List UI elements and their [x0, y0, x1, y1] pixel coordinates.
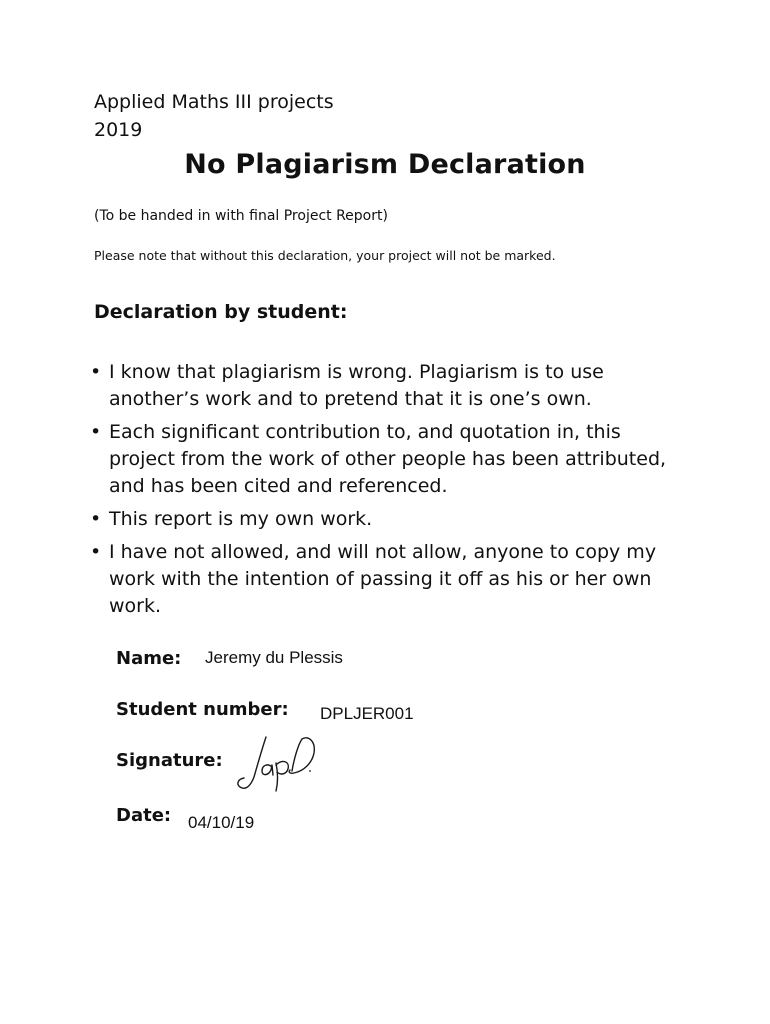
marking-note: Please note that without this declaration, your project will not be marked. [94, 248, 556, 263]
course-year: 2019 [94, 119, 143, 141]
declaration-heading: Declaration by student: [94, 301, 348, 323]
declaration-item-text: I have not allowed, and will not allow, anyone to copy my work with the intention of passing it off as his or her own work. [109, 541, 657, 617]
course-title: Applied Maths III projects [94, 91, 334, 113]
declaration-item [89, 539, 704, 620]
declaration-item-text: I know that plagiarism is wrong. Plagiarism is to use another’s work and to pretend that it is one’s own. [109, 361, 604, 410]
bullet-icon: • [90, 361, 102, 383]
declaration-list [89, 359, 709, 626]
name-value: Jeremy du Plessis [205, 648, 343, 667]
bullet-icon: • [90, 421, 102, 443]
declaration-item-text: Each significant contribution to, and quotation in, this project from the work of other people has been attributed, and has been cited and referenced. [109, 421, 667, 497]
page-title: No Plagiarism Declaration [184, 149, 586, 180]
declaration-item-text: This report is my own work. [109, 508, 373, 530]
declaration-item [89, 419, 679, 500]
date-label: Date: [116, 805, 172, 826]
date-value: 04/10/19 [188, 813, 255, 832]
bullet-icon: • [90, 508, 102, 530]
declaration-item [89, 506, 709, 533]
signature-image [232, 733, 324, 795]
subtitle: (To be handed in with final Project Report) [94, 208, 388, 224]
student-number-label: Student number: [116, 699, 289, 720]
name-label: Name: [116, 648, 182, 669]
student-number-value: DPLJER001 [320, 704, 414, 723]
signature-label: Signature: [116, 750, 223, 771]
declaration-item [89, 359, 674, 413]
bullet-icon: • [90, 541, 102, 563]
handwritten-signature-icon [232, 733, 324, 795]
